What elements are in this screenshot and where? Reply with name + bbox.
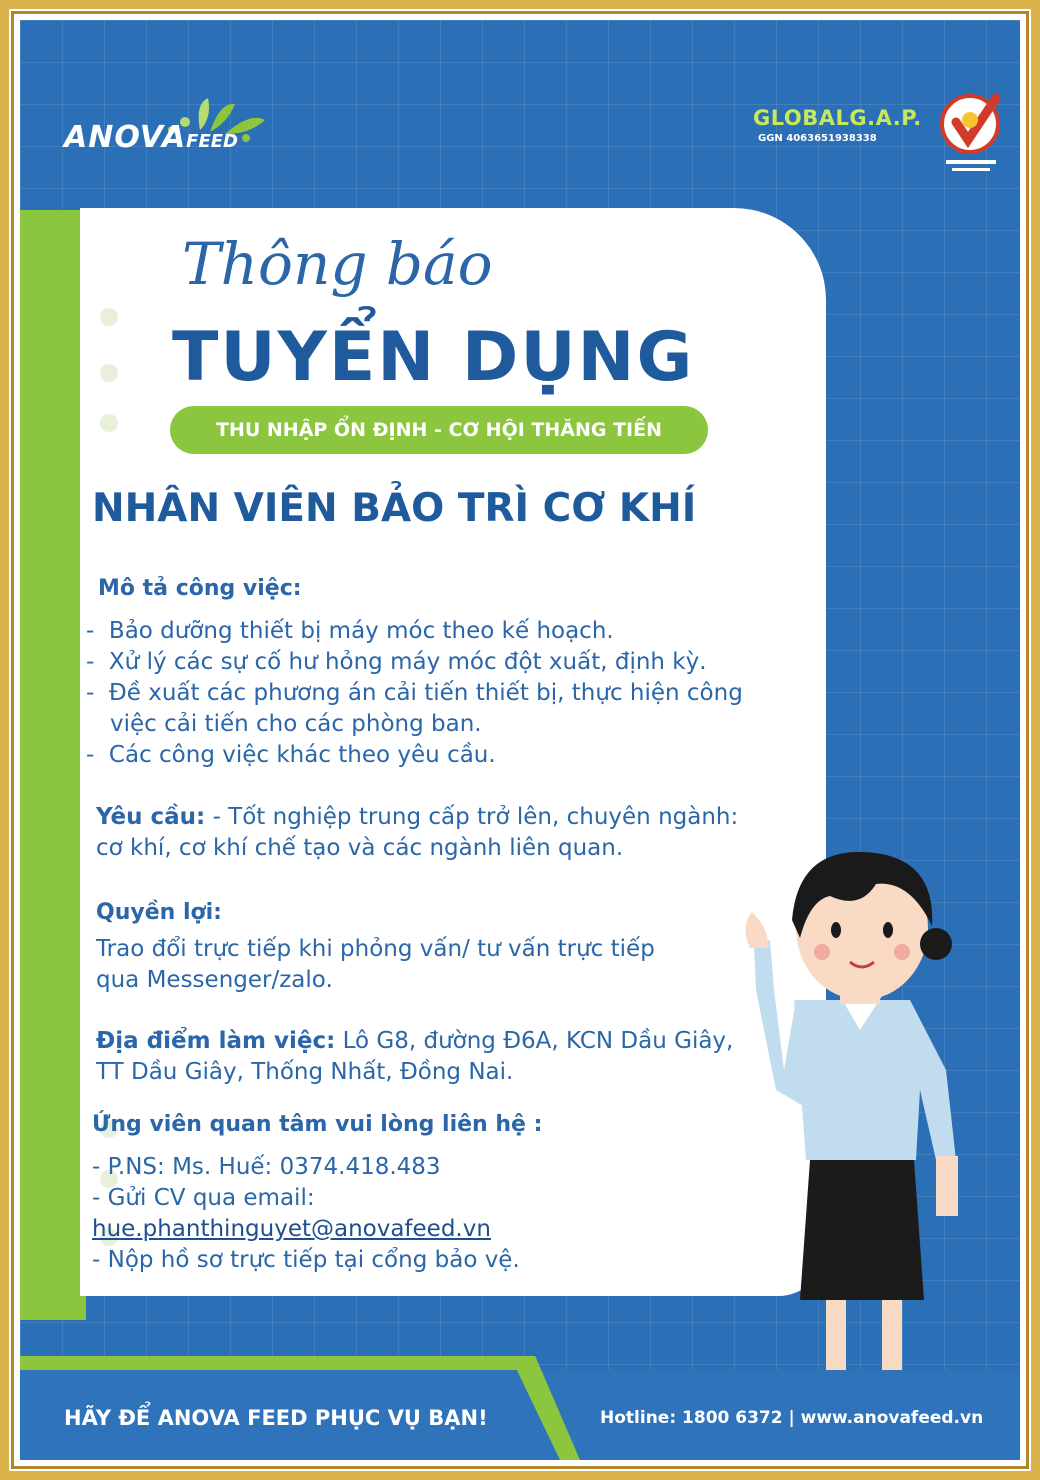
heading-script: Thông báo [182, 230, 493, 298]
brand-logo-text: ANOVAFEED [64, 120, 239, 155]
footer-hotline: Hotline: 1800 6372 | www.anovafeed.vn [600, 1408, 984, 1428]
green-side-strip [20, 210, 86, 1320]
globalgap-logo: GLOBALG.A.P. [753, 106, 922, 130]
location-block: Địa điểm làm việc: Lô G8, đường Đ6A, KCN Dầu Giây, TT Dầu Giây, Thống Nhất, Đồng Nai. [96, 1028, 734, 1085]
requirements-label: Yêu cầu: [96, 804, 206, 830]
list-item: - Đề xuất các phương án cải tiến thiết bị, thực hiện công việc cải tiến cho các phòng ban. [86, 680, 743, 737]
page-title: TUYỂN DỤNG [172, 318, 695, 397]
footer-slogan: HÃY ĐỂ ANOVA FEED PHỤC VỤ BẠN! [64, 1406, 488, 1430]
tagline-badge: THU NHẬP ỔN ĐỊNH - CƠ HỘI THĂNG TIẾN [170, 406, 708, 454]
job-title: NHÂN VIÊN BẢO TRÌ CƠ KHÍ [92, 486, 697, 531]
binder-hole [100, 414, 118, 432]
email-link[interactable]: hue.phanthinguyet@anovafeed.vn [92, 1216, 491, 1242]
recruitment-poster [20, 20, 1020, 1460]
ggn-number: GGN 4063651938338 [758, 133, 877, 144]
list-item: - Xử lý các sự cố hư hỏng máy móc đột xuất, định kỳ. [86, 649, 707, 675]
contact-block: - P.NS: Ms. Huế: 0374.418.483 - Gửi CV qua email: hue.phanthinguyet@anovafeed.vn - Nộp hồ sơ trực tiếp tại cổng bảo vệ. [92, 1152, 692, 1276]
binder-hole [100, 308, 118, 326]
description-label: Mô tả công việc: [98, 576, 302, 601]
requirements-text-2: cơ khí, cơ khí chế tạo và các ngành liên quan. [96, 835, 624, 861]
list-item: - Các công việc khác theo yêu cầu. [86, 742, 496, 768]
contact-label: Ứng viên quan tâm vui lòng liên hệ : [92, 1112, 543, 1137]
list-item: - Bảo dưỡng thiết bị máy móc theo kế hoạch. [86, 618, 614, 644]
benefits-label: Quyền lợi: [96, 900, 222, 925]
requirements-text: - Tốt nghiệp trung cấp trở lên, chuyên ngành: [212, 804, 739, 830]
benefits-text: Trao đổi trực tiếp khi phỏng vấn/ tư vấn trực tiếp qua Messenger/zalo. [96, 936, 655, 993]
mascot-illustration [710, 820, 1010, 1460]
location-label: Địa điểm làm việc: [96, 1028, 336, 1054]
description-list [86, 616, 786, 771]
quality-seal-icon [938, 84, 1008, 178]
binder-hole [100, 364, 118, 382]
